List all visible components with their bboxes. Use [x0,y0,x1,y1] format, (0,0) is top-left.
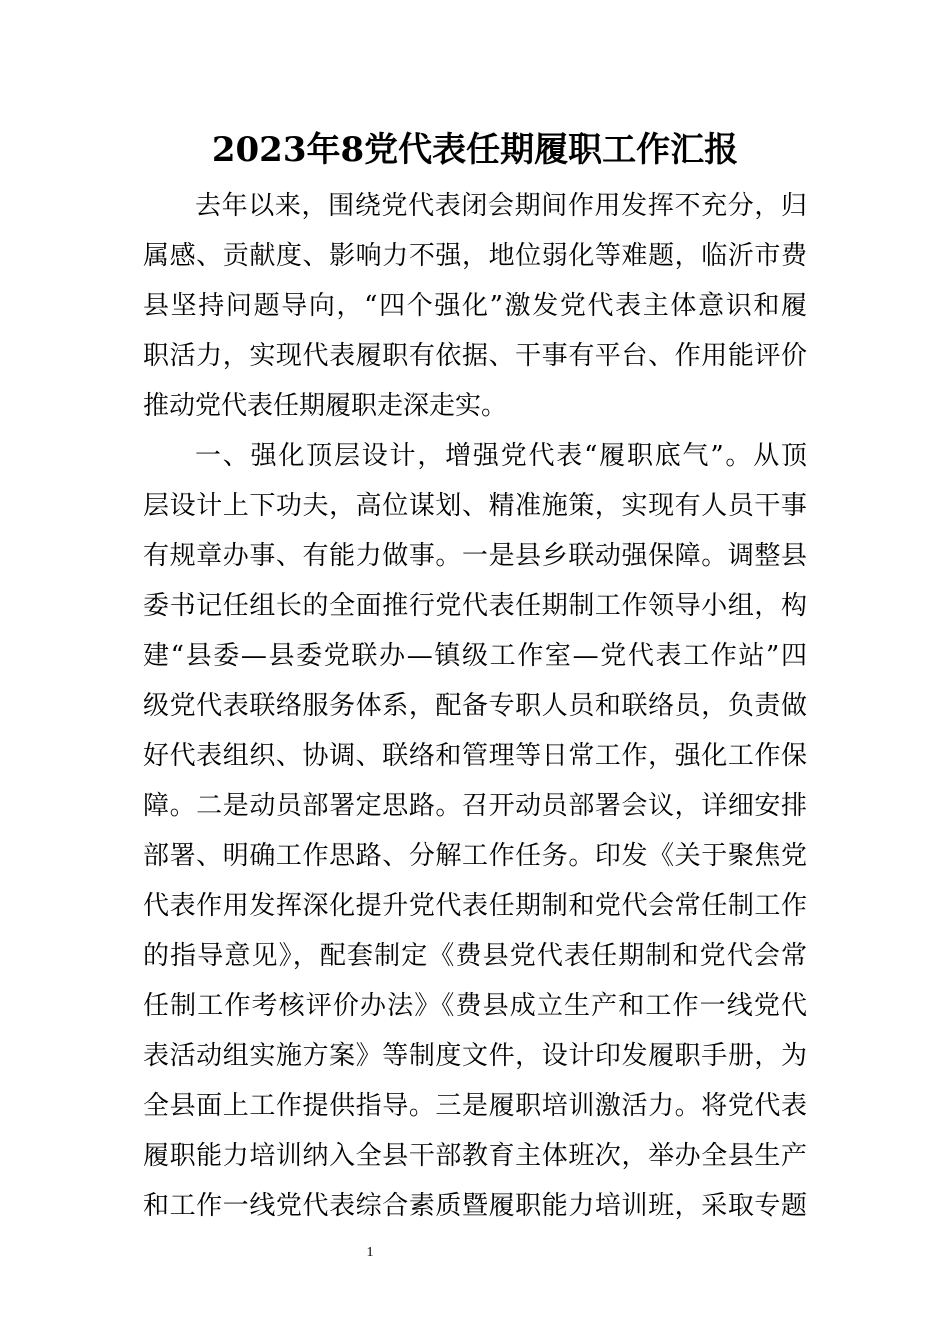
paragraph-line: 职活力，实现代表履职有依据、干事有平台、作用能评价 [143,341,807,371]
paragraph-line: 部署、明确工作思路、分解工作任务。印发《关于聚焦党 [143,841,807,871]
paragraph-line: 任制工作考核评价办法》《费县成立生产和工作一线党代 [143,991,807,1021]
paragraph-line: 履职能力培训纳入全县干部教育主体班次，举办全县生产 [143,1141,807,1171]
paragraph-line: 层设计上下功夫，高位谋划、精准施策，实现有人员干事 [143,491,807,521]
paragraph-line: 县坚持问题导向，“四个强化”激发党代表主体意识和履 [143,291,807,321]
paragraph-line: 推动党代表任期履职走深走实。 [143,391,508,421]
paragraph-line: 障。二是动员部署定思路。召开动员部署会议，详细安排 [143,791,807,821]
paragraph-line: 有规章办事、有能力做事。一是县乡联动强保障。调整县 [143,541,807,571]
paragraph-line: 一、强化顶层设计，增强党代表“履职底气”。从顶 [195,441,807,471]
document-title: 2023年8党代表任期履职工作汇报 [211,130,739,170]
paragraph-line: 委书记任组长的全面推行党代表任期制工作领导小组，构 [143,591,807,621]
page-number: 1 [366,1245,374,1260]
paragraph-line: 全县面上工作提供指导。三是履职培训激活力。将党代表 [143,1091,807,1121]
paragraph-line: 的指导意见》，配套制定《费县党代表任期制和党代会常 [143,941,807,971]
paragraph-line: 表活动组实施方案》等制度文件，设计印发履职手册，为 [143,1041,807,1071]
paragraph-line: 和工作一线党代表综合素质暨履职能力培训班，采取专题 [143,1191,807,1221]
paragraph-line: 级党代表联络服务体系，配备专职人员和联络员，负责做 [143,691,807,721]
paragraph-line: 建“县委—县委党联办—镇级工作室—党代表工作站”四 [143,641,807,671]
paragraph-line: 好代表组织、协调、联络和管理等日常工作，强化工作保 [143,741,807,771]
paragraph-line: 去年以来，围绕党代表闭会期间作用发挥不充分，归 [195,191,807,221]
paragraph-line: 代表作用发挥深化提升党代表任期制和党代会常任制工作 [143,891,807,921]
paragraph-line: 属感、贡献度、影响力不强，地位弱化等难题，临沂市费 [143,241,807,271]
